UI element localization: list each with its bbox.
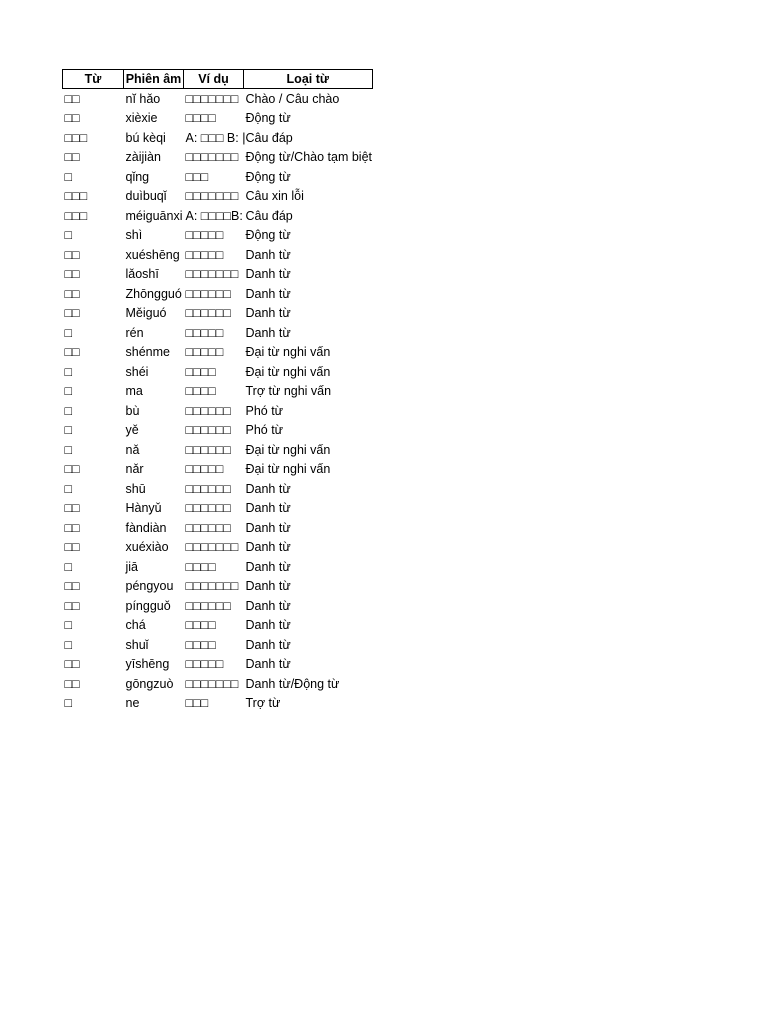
cell-pinyin: Měiguó bbox=[125, 306, 167, 321]
column-header-type: Loại từ bbox=[244, 70, 373, 89]
cell-pinyin: xièxie bbox=[125, 111, 158, 126]
cell-type: Đại từ nghi vấn bbox=[245, 442, 331, 457]
table-row bbox=[63, 187, 373, 207]
table-row bbox=[63, 89, 373, 109]
cell-word: □ bbox=[64, 364, 73, 379]
cell-pinyin: nĭ hǎo bbox=[125, 91, 161, 106]
cell-word: □ bbox=[64, 228, 73, 243]
table-row bbox=[63, 284, 373, 304]
table-row bbox=[63, 265, 373, 285]
cell-example: □□□□□□□ bbox=[185, 540, 239, 555]
cell-word: □□ bbox=[64, 267, 80, 282]
table-row bbox=[63, 401, 373, 421]
vocabulary-table bbox=[62, 69, 373, 713]
cell-word: □ bbox=[64, 618, 73, 633]
cell-pinyin: shuǐ bbox=[125, 637, 149, 652]
table-row bbox=[63, 343, 373, 363]
cell-type: Danh từ bbox=[245, 501, 291, 516]
cell-type: Đại từ nghi vấn bbox=[245, 345, 331, 360]
cell-pinyin: shéi bbox=[125, 364, 149, 379]
cell-word: □ bbox=[64, 403, 73, 418]
cell-word: □ bbox=[64, 637, 73, 652]
cell-word: □□ bbox=[64, 345, 80, 360]
cell-type: Danh từ bbox=[245, 325, 291, 340]
table-row bbox=[63, 635, 373, 655]
cell-word: □□ bbox=[64, 657, 80, 672]
cell-pinyin: fàndiàn bbox=[125, 520, 167, 535]
cell-word: □□ bbox=[64, 579, 80, 594]
cell-type: Danh từ bbox=[245, 598, 291, 613]
cell-example: □□□ bbox=[185, 169, 209, 184]
table-row bbox=[63, 226, 373, 246]
cell-example: □□□□□□ bbox=[185, 501, 231, 516]
table-row bbox=[63, 596, 373, 616]
cell-type: Phó từ bbox=[245, 403, 284, 418]
table-row bbox=[63, 655, 373, 675]
cell-pinyin: lǎoshī bbox=[125, 267, 159, 282]
column-header-example: Ví dụ bbox=[184, 70, 244, 89]
cell-example: A: □□□□B: bbox=[185, 208, 243, 223]
table-row bbox=[63, 577, 373, 597]
cell-pinyin: zàijiàn bbox=[125, 150, 161, 165]
cell-word: □□ bbox=[64, 462, 80, 477]
table-row bbox=[63, 479, 373, 499]
cell-pinyin: duìbuqǐ bbox=[125, 189, 167, 204]
cell-type: Câu xin lỗi bbox=[245, 189, 304, 204]
cell-pinyin: méiguānxi bbox=[125, 208, 183, 223]
table-row bbox=[63, 323, 373, 343]
cell-word: □□□ bbox=[64, 130, 88, 145]
table-row bbox=[63, 440, 373, 460]
cell-type: Danh từ bbox=[245, 306, 291, 321]
cell-example: □□□□□ bbox=[185, 462, 224, 477]
cell-pinyin: xuéxiào bbox=[125, 540, 169, 555]
cell-example: □□□□□□ bbox=[185, 442, 231, 457]
cell-type: Danh từ bbox=[245, 559, 291, 574]
cell-pinyin: bù bbox=[125, 403, 140, 418]
cell-type: Danh từ bbox=[245, 637, 291, 652]
cell-word: □ bbox=[64, 384, 73, 399]
cell-type: Động từ bbox=[245, 111, 291, 126]
table-row bbox=[63, 460, 373, 480]
cell-example: □□□□□□ bbox=[185, 481, 231, 496]
cell-pinyin: shì bbox=[125, 228, 143, 243]
table-row bbox=[63, 499, 373, 519]
cell-type: Phó từ bbox=[245, 423, 284, 438]
vocabulary-rows bbox=[63, 89, 373, 714]
table-row bbox=[63, 421, 373, 441]
cell-pinyin: gōngzuò bbox=[125, 676, 174, 691]
column-header-pinyin: Phiên âm bbox=[124, 70, 184, 89]
cell-example: □□□□□ bbox=[185, 657, 224, 672]
table-row bbox=[63, 674, 373, 694]
cell-type: Danh từ bbox=[245, 286, 291, 301]
cell-word: □□ bbox=[64, 286, 80, 301]
cell-example: □□□□ bbox=[185, 618, 216, 633]
cell-example: □□□□□ bbox=[185, 247, 224, 262]
cell-example: □□□□□□ bbox=[185, 423, 231, 438]
table-row bbox=[63, 557, 373, 577]
cell-type: Danh từ bbox=[245, 657, 291, 672]
cell-pinyin: rén bbox=[125, 325, 144, 340]
cell-pinyin: péngyou bbox=[125, 579, 174, 594]
cell-type: Động từ bbox=[245, 228, 291, 243]
cell-pinyin: ne bbox=[125, 696, 140, 711]
cell-pinyin: píngguǒ bbox=[125, 598, 171, 613]
cell-type: Danh từ bbox=[245, 267, 291, 282]
cell-type: Danh từ bbox=[245, 520, 291, 535]
cell-word: □□ bbox=[64, 598, 80, 613]
cell-word: □ bbox=[64, 696, 73, 711]
table-row bbox=[63, 148, 373, 168]
cell-pinyin: xuéshēng bbox=[125, 247, 180, 262]
cell-pinyin: ma bbox=[125, 384, 143, 399]
cell-type: Trợ từ bbox=[245, 696, 281, 711]
table-row bbox=[63, 362, 373, 382]
cell-type: Danh từ/Động từ bbox=[245, 676, 340, 691]
table-row bbox=[63, 538, 373, 558]
cell-type: Danh từ bbox=[245, 579, 291, 594]
cell-pinyin: shénme bbox=[125, 345, 170, 360]
cell-example: □□□□□□□ bbox=[185, 91, 239, 106]
cell-word: □□□ bbox=[64, 189, 88, 204]
vocabulary-sheet bbox=[62, 69, 373, 713]
column-header-word: Từ bbox=[63, 70, 124, 89]
cell-word: □□□ bbox=[64, 208, 88, 223]
cell-word: □□ bbox=[64, 540, 80, 555]
cell-word: □□ bbox=[64, 501, 80, 516]
cell-example: □□□□ bbox=[185, 559, 216, 574]
cell-word: □□ bbox=[64, 150, 80, 165]
cell-type: Động từ bbox=[245, 169, 291, 184]
table-row bbox=[63, 167, 373, 187]
cell-type: Đại từ nghi vấn bbox=[245, 364, 331, 379]
cell-example: □□□□□□□ bbox=[185, 150, 239, 165]
cell-example: □□□□ bbox=[185, 637, 216, 652]
cell-word: □□ bbox=[64, 91, 80, 106]
cell-word: □□ bbox=[64, 111, 80, 126]
cell-example: □□□□ bbox=[185, 384, 216, 399]
cell-example: □□□□□□□ bbox=[185, 267, 239, 282]
table-row bbox=[63, 694, 373, 714]
cell-type: Câu đáp bbox=[245, 130, 293, 145]
cell-type: Danh từ bbox=[245, 618, 291, 633]
cell-example: □□□□□□□ bbox=[185, 579, 239, 594]
cell-example: □□□□□□ bbox=[185, 520, 231, 535]
cell-pinyin: yīshēng bbox=[125, 657, 170, 672]
cell-pinyin: shū bbox=[125, 481, 146, 496]
table-row bbox=[63, 616, 373, 636]
cell-pinyin: nǎ bbox=[125, 442, 140, 457]
table-row bbox=[63, 304, 373, 324]
cell-example: □□□□□□□ bbox=[185, 189, 239, 204]
table-row bbox=[63, 518, 373, 538]
cell-pinyin: chá bbox=[125, 618, 146, 633]
table-row bbox=[63, 128, 373, 148]
cell-type: Động từ/Chào tạm biệt bbox=[245, 150, 372, 165]
cell-example: □□□ bbox=[185, 696, 209, 711]
cell-example: □□□□□ bbox=[185, 345, 224, 360]
cell-word: □ bbox=[64, 325, 73, 340]
cell-type: Câu đáp bbox=[245, 208, 293, 223]
cell-pinyin: bú kèqi bbox=[125, 130, 166, 145]
cell-word: □ bbox=[64, 423, 73, 438]
table-row bbox=[63, 109, 373, 129]
cell-example: □□□□□□ bbox=[185, 403, 231, 418]
cell-type: Danh từ bbox=[245, 481, 291, 496]
cell-type: Danh từ bbox=[245, 540, 291, 555]
cell-example: A: □□□ B: | bbox=[185, 130, 246, 145]
cell-pinyin: Hànyǔ bbox=[125, 501, 162, 516]
cell-word: □□ bbox=[64, 520, 80, 535]
cell-word: □□ bbox=[64, 676, 80, 691]
header-row bbox=[63, 70, 373, 89]
cell-word: □□ bbox=[64, 306, 80, 321]
cell-pinyin: yě bbox=[125, 423, 139, 438]
cell-word: □ bbox=[64, 559, 73, 574]
cell-word: □□ bbox=[64, 247, 80, 262]
cell-example: □□□□□□ bbox=[185, 598, 231, 613]
cell-word: □ bbox=[64, 442, 73, 457]
table-row bbox=[63, 245, 373, 265]
cell-type: Danh từ bbox=[245, 247, 291, 262]
cell-word: □ bbox=[64, 169, 73, 184]
table-row bbox=[63, 206, 373, 226]
cell-pinyin: Zhōngguó bbox=[125, 286, 182, 301]
cell-pinyin: nǎr bbox=[125, 462, 144, 477]
cell-pinyin: qǐng bbox=[125, 169, 150, 184]
cell-type: Chào / Câu chào bbox=[245, 91, 340, 106]
cell-pinyin: jiā bbox=[125, 559, 139, 574]
cell-example: □□□□□ bbox=[185, 325, 224, 340]
cell-type: Trợ từ nghi vấn bbox=[245, 384, 332, 399]
cell-example: □□□□□ bbox=[185, 228, 224, 243]
cell-example: □□□□ bbox=[185, 111, 216, 126]
cell-example: □□□□□□□ bbox=[185, 676, 239, 691]
cell-word: □ bbox=[64, 481, 73, 496]
cell-example: □□□□ bbox=[185, 364, 216, 379]
cell-example: □□□□□□ bbox=[185, 306, 231, 321]
cell-example: □□□□□□ bbox=[185, 286, 231, 301]
cell-type: Đại từ nghi vấn bbox=[245, 462, 331, 477]
table-row bbox=[63, 382, 373, 402]
